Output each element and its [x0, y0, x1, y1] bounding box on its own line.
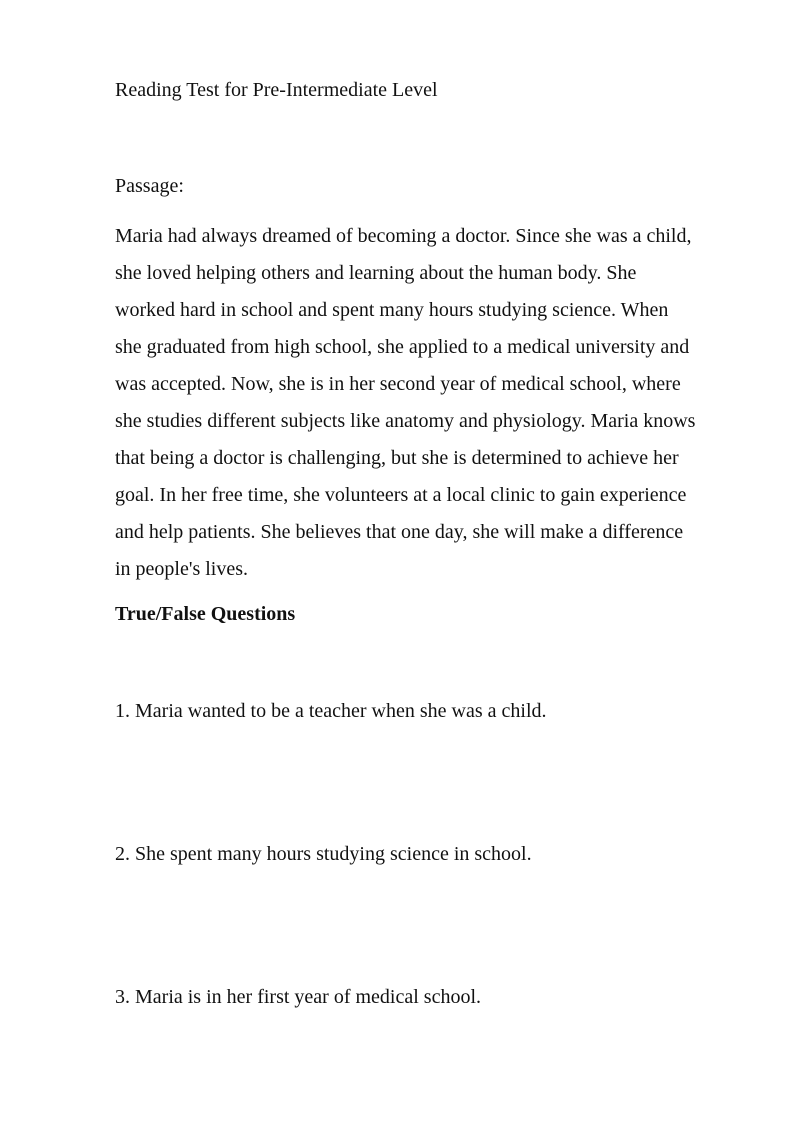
document-title: Reading Test for Pre-Intermediate Level: [115, 79, 438, 101]
passage-line: goal. In her free time, she volunteers at a local clinic to gain experience: [115, 484, 687, 506]
passage-line: was accepted. Now, she is in her second year of medical school, where: [115, 373, 681, 395]
passage-line: that being a doctor is challenging, but she is determined to achieve her: [115, 447, 679, 469]
passage-line: in people's lives.: [115, 558, 249, 580]
passage-line: she graduated from high school, she applied to a medical university and: [115, 336, 690, 358]
passage-line: and help patients. She believes that one day, she will make a difference: [115, 521, 684, 543]
passage-line: she loved helping others and learning about the human body. She: [115, 262, 637, 284]
passage-line: she studies different subjects like anatomy and physiology. Maria knows: [115, 410, 696, 432]
passage-text: [115, 218, 745, 588]
section-heading-true-false: True/False Questions: [115, 603, 296, 625]
question-3: 3. Maria is in her first year of medical school.: [115, 986, 481, 1008]
question-1: 1. Maria wanted to be a teacher when she was a child.: [115, 700, 547, 722]
passage-label: Passage:: [115, 175, 184, 197]
passage-line: worked hard in school and spent many hours studying science. When: [115, 299, 669, 321]
passage-line: Maria had always dreamed of becoming a doctor. Since she was a child,: [115, 225, 692, 247]
question-2: 2. She spent many hours studying science in school.: [115, 843, 532, 865]
